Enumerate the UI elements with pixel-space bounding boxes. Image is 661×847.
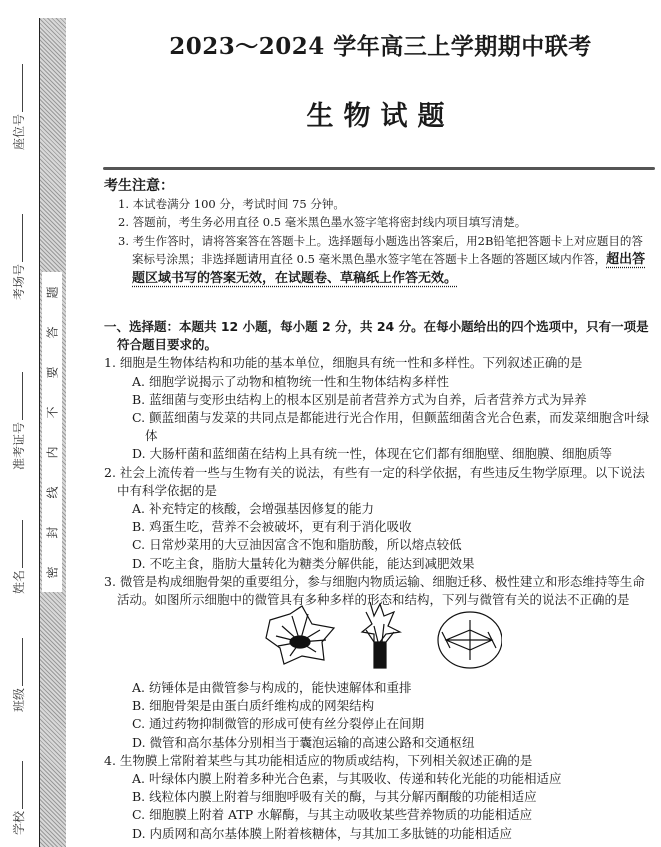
question-stem: 2. 社会上流传着一些与生物有关的说法，有些有一定的科学依据，有些违反生物学原理。以下说法中有科学依据的是 (104, 464, 645, 498)
question-1 (104, 354, 653, 463)
question-4 (104, 752, 653, 843)
notice (104, 177, 653, 288)
seat-label: 座位号 (12, 113, 26, 150)
seal-char: 不 (45, 405, 60, 419)
option-d: D. 微管和高尔基体分别相当于囊泡运输的高速公路和交通枢纽 (132, 734, 475, 750)
cilium-drawing (362, 602, 400, 668)
school-label: 学校 (12, 810, 26, 835)
notice-item (104, 232, 653, 289)
option-c: C. 颤蓝细菌与发菜的共同点是都能进行光合作用，但颤蓝细菌含光合色素，而发菜细胞含叶绿体 (132, 410, 650, 444)
seal-char: 内 (45, 445, 60, 459)
notice-heading: 考生注意： (104, 178, 174, 194)
option-a: A. 纺锤体是由微管参与构成的，能快速解体和重排 (132, 680, 412, 695)
exam-room-field[interactable] (10, 214, 27, 300)
option-d: D. 内质网和高尔基体膜上附着核糖体，与其加工多肽链的功能相适应 (132, 825, 513, 841)
seal-notice (42, 272, 62, 592)
option-b: B. 线粒体内膜上附着与细胞呼吸有关的酶，与其分解丙酮酸的功能相适应 (132, 789, 537, 805)
option-a: A. 细胞学说揭示了动物和植物统一性和生物体结构多样性 (132, 373, 449, 389)
question-stem: 3. 微管是构成细胞骨架的重要组分，参与细胞内物质运输、细胞迁移、极性建立和形态维持等生命活动。如图所示细胞中的微管具有多种多样的形态和结构，下列与微管有关的说法不正确的是 (104, 573, 645, 608)
exam-id-label: 准考证号 (12, 421, 26, 470)
option-d: D. 大肠杆菌和蓝细菌在结构上具有统一性，体现在它们都有细胞壁、细胞膜、细胞质等 (132, 446, 613, 462)
seat-field[interactable] (10, 64, 27, 150)
option-b: B. 鸡蛋生吃，营养不会被破坏，更有利于消化吸收 (132, 519, 412, 535)
option-c: C. 细胞膜上附着 ATP 水解酶，与其主动吸收某些营养物质的功能相适应 (132, 807, 533, 823)
notice-emphasis: 超出答题区域书写的答案无效，在试题卷、草稿纸上作答无效。 (132, 251, 646, 287)
seal-char: 题 (45, 285, 60, 299)
seal-char: 密 (45, 565, 60, 579)
option-a: A. 补充特定的核酸，会增强基因修复的能力 (132, 501, 374, 517)
spindle-cell-drawing (438, 612, 502, 668)
exam-room-label: 考场号 (12, 263, 26, 300)
seat-blank[interactable] (22, 64, 23, 112)
option-c: C. 日常炒菜用的大豆油因富含不饱和脂肪酸，所以熔点较低 (132, 537, 462, 553)
section-choice (104, 318, 653, 609)
seal-char: 答 (45, 325, 60, 339)
seal-char: 封 (45, 525, 60, 539)
cell-aster-drawing (266, 606, 334, 664)
class-blank[interactable] (22, 638, 23, 686)
option-b: B. 细胞骨架是由蛋白质纤维构成的网架结构 (132, 698, 375, 714)
seal-line-strip (39, 18, 66, 847)
question-stem: 4. 生物膜上常附着某些与其功能相适应的物质或结构，下列相关叙述正确的是 (104, 752, 533, 768)
notice-item-text: 3. 考生作答时，请将答案答在答题卡上。选择题每小题选出答案后，用2B铅笔把答题卡上对应题目的答案标号涂黑；非选择题请用直径 0.5 毫米黑色墨水签字笔在答题卡上各题的答题区域内作答， (118, 233, 643, 266)
exam-title: 2023～2024 学年高三上学期期中联考 (169, 33, 592, 60)
section-heading: 一、选择题：本题共 12 小题，每小题 2 分，共 24 分。在每小题给出的四个选项中，只有一项是符合题目要求的。 (104, 319, 649, 353)
seal-char: 要 (45, 365, 60, 379)
school-field[interactable] (10, 761, 27, 835)
class-field[interactable] (10, 638, 27, 712)
exam-id-blank[interactable] (22, 372, 23, 420)
option-a: A. 叶绿体内膜上附着多种光合色素，与其吸收、传递和转化光能的功能相适应 (132, 771, 562, 787)
exam-room-blank[interactable] (22, 214, 23, 262)
name-blank[interactable] (22, 520, 23, 568)
name-field[interactable] (10, 520, 27, 594)
seal-char: 线 (45, 485, 60, 499)
school-blank[interactable] (22, 761, 23, 809)
class-label: 班级 (12, 687, 26, 712)
notice-item: 1. 本试卷满分 100 分，考试时间 75 分钟。 (118, 197, 345, 212)
name-label: 姓名 (12, 569, 26, 594)
notice-item: 2. 答题前，考生务必用直径 0.5 毫米黑色墨水签字笔将密封线内项目填写清楚。 (118, 215, 527, 230)
subject-title: 生物试题 (306, 101, 455, 132)
exam-id-field[interactable] (10, 372, 27, 470)
question-2 (104, 464, 653, 573)
question-3-options (104, 679, 653, 843)
question-stem: 1. 细胞是生物体结构和功能的基本单位，细胞具有统一性和多样性。下列叙述正确的是 (104, 355, 583, 371)
option-b: B. 蓝细菌与变形虫结构上的根本区别是前者营养方式为自养，后者营养方式为异养 (132, 391, 587, 407)
microtubule-figure (262, 602, 502, 670)
option-c: C. 通过药物抑制微管的形成可使有丝分裂停止在间期 (132, 716, 425, 732)
header-divider (103, 167, 655, 170)
option-d: D. 不吃主食，脂肪大量转化为糖类分解供能，能达到减肥效果 (132, 555, 475, 571)
